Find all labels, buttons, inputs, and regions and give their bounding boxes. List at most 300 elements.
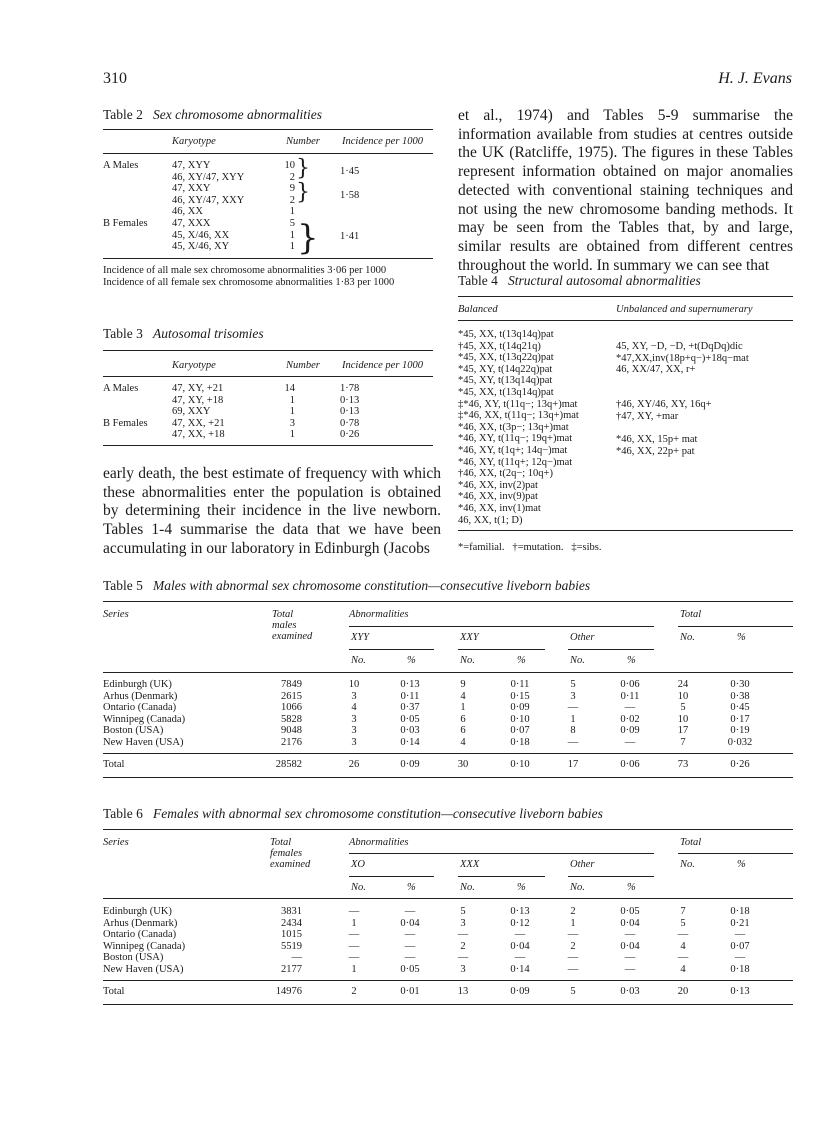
table5-row-cell: 0·02 [620, 713, 640, 725]
table5-row-cell: 9 [460, 679, 466, 690]
table2-karyotype: 47, XXX [172, 217, 211, 229]
table3-incidence: 0·13 [340, 406, 360, 418]
table2-karyotype-column [172, 160, 244, 253]
table5-head-pct: % [407, 655, 416, 666]
table4-balanced-item: *46, XY, t(11q+; 12q−)mat [458, 456, 573, 468]
table6-row-cell: — [567, 964, 579, 975]
table3-number: 1 [289, 429, 295, 441]
table4-balanced-item: *46, XX, inv(1)mat [458, 502, 541, 514]
table6-caption-title: Females with abnormal sex chromosome constitution—consecutive liveborn babies [153, 806, 603, 821]
table4-balanced-item: *45, XX, t(13q14q)pat [458, 329, 554, 340]
table5-row-cell: 10 [348, 679, 360, 690]
table5-row-cell: 0·15 [510, 690, 530, 702]
table5-row-cell: 0·11 [620, 690, 640, 702]
table3-karyotype-column [172, 383, 225, 441]
table6-row-cell: 2 [570, 940, 576, 952]
table2-footnote: Incidence of all female sex chromosome abnormalities 1·83 per 1000 [103, 277, 395, 288]
table6-row-cell: 0·13 [510, 906, 530, 917]
table5-total-cell: 28582 [275, 759, 302, 770]
table6-row-cell: 0·04 [620, 940, 640, 952]
table5-row-series: Edinburgh (UK) [103, 679, 172, 690]
table3-incidence: 0·26 [340, 429, 360, 441]
table6-row-cell: 7 [680, 906, 686, 917]
table3-number: 1 [289, 406, 295, 418]
table5-row-cell: 6 [460, 725, 466, 737]
table6-head-total-examined [270, 837, 310, 870]
table2-number: 5 [289, 217, 295, 229]
table5-row-series: Boston (USA) [103, 725, 164, 737]
table4-balanced-item: *46, XY, t(11q−; 19q+)mat [458, 433, 573, 445]
table5-row-cell: 0·07 [510, 725, 530, 737]
table6-row-cell: — [457, 952, 469, 964]
table6-total-cell: 20 [677, 986, 689, 997]
table6-head-pct: % [407, 882, 416, 893]
table6-head-total-line: females [270, 848, 303, 859]
table6-row-cell: 2434 [281, 917, 302, 929]
table3-head-number: Number [286, 360, 320, 371]
table6-row-cell: 0·04 [510, 940, 530, 952]
table6-total-cell: 5 [570, 986, 576, 997]
table6-head-pct: % [737, 859, 746, 870]
table2-head-number: Number [286, 136, 320, 147]
table4-balanced-item: *46, XX, t(3p−; 13q+)mat [458, 421, 569, 433]
table5-row-cell: 0·11 [510, 679, 530, 690]
table5-total-top-rule [103, 753, 793, 754]
table5-total-series: Total [103, 759, 125, 770]
table4-top-rule [458, 296, 793, 297]
table4-caption-num: Table 4 [458, 273, 498, 288]
table4-unbalanced-item: *46, XX, 15p+ mat [616, 434, 698, 445]
table6-row-cell: — [404, 952, 416, 964]
table5-row-cell: 0·09 [620, 725, 640, 737]
table6-row-cell: — [677, 929, 689, 941]
table6-row-series: New Haven (USA) [103, 964, 184, 975]
table4-balanced-item: *45, XY, t(13q14q)pat [458, 375, 553, 387]
table5-head-total-line: Total [272, 609, 294, 620]
table6-row-series: Winnipeg (Canada) [103, 940, 186, 952]
table6-row-cell: — [734, 952, 746, 964]
table4-balanced-item: *45, XX, t(13q22q)pat [458, 352, 554, 364]
table4-balanced-item: ‡*46, XX, t(11q−; 13q+)mat [458, 410, 579, 422]
table5-top-rule [103, 601, 793, 602]
table4-unbalanced-column-c [616, 434, 697, 457]
table6-row-cell: 3831 [281, 906, 302, 917]
table5-caption-title: Males with abnormal sex chromosome constitution—consecutive liveborn babies [153, 578, 591, 593]
table4-balanced-item: *46, XX, inv(2)pat [458, 479, 538, 491]
table5-row-cell: 3 [351, 713, 357, 725]
table6-row-cell: 3 [460, 917, 466, 929]
table6-total-top-rule [103, 980, 793, 981]
table6-head-group: Other [570, 859, 595, 870]
table2-karyotype: 45, X/46, XX [172, 229, 230, 241]
table2-brace-2: } [296, 180, 310, 205]
table5-total-cell: 0·09 [400, 759, 420, 770]
table6-row-cell: — [404, 906, 416, 917]
table6-head-abnormalities: Abnormalities [349, 837, 409, 848]
table5-bottom-rule [103, 777, 793, 778]
table5-row-cell: 3 [351, 737, 357, 748]
table4-unbalanced-item: *46, XX, 22p+ pat [616, 445, 695, 457]
table4-unbalanced-item: 45, XY, −D, −D, +t(DqDq)dic [616, 341, 743, 352]
table6-caption [103, 806, 603, 822]
table2-caption [103, 107, 322, 123]
table5-total-cell: 17 [567, 759, 579, 770]
table6-head-pct: % [627, 882, 636, 893]
table5-row-cell: 4 [460, 690, 466, 702]
table5-row-cell: 5 [570, 679, 576, 690]
table6-row-cell: 0·14 [510, 964, 530, 975]
table4-footnote: *=familial. †=mutation. ‡=sibs. [458, 542, 602, 553]
table6-row-cell: — [514, 952, 526, 964]
table4-head-balanced: Balanced [458, 304, 498, 315]
table5-head-no: No. [351, 655, 366, 666]
table6-row-cell: 4 [680, 964, 686, 975]
table5-total-cell: 30 [457, 759, 469, 770]
table6-row-cell: 2177 [281, 964, 302, 975]
table2-brace-3: } [297, 218, 319, 258]
table6-row-cell: 1 [351, 917, 357, 929]
table2-number: 1 [289, 241, 295, 253]
table5-head-pct: % [627, 655, 636, 666]
table6-row-cell: — [404, 929, 416, 941]
table3-group-females: B Females [103, 418, 148, 429]
table5-row-cell: 7849 [281, 679, 302, 690]
table4-balanced-item: *45, XY, t(14q22q)pat [458, 363, 553, 375]
table6-row-cell: 0·12 [510, 917, 530, 929]
table3-caption-num: Table 3 [103, 326, 143, 341]
table5-head-total: Total [680, 609, 702, 620]
body-text-left: early death, the best estimate of frequency with which these abnormalities enter the population is obtained by determining their incidence in the live newborn. Tables 1-4 summarise the data that we have been accumulating in our laboratory in Edinburgh (Jacobs [103, 465, 441, 557]
table4-bottom-rule [458, 530, 793, 531]
table6-top-rule [103, 829, 793, 830]
table5-row-cell: 24 [677, 679, 689, 690]
table3-head-karyotype: Karyotype [172, 360, 216, 371]
table6-row-cell: — [624, 929, 636, 941]
table6-row-cell: — [348, 952, 360, 964]
table5-row-cell: 0·06 [620, 679, 640, 690]
table5-caption-num: Table 5 [103, 578, 143, 593]
table6-head-no: No. [460, 882, 475, 893]
table5-row-cell: 0·17 [730, 713, 750, 725]
table6-row-cell: 0·05 [400, 964, 420, 975]
table5-row-cell: 0·18 [510, 737, 530, 748]
table5-row-cell: 0·14 [400, 737, 420, 748]
table5-row-cell: 0·30 [730, 679, 750, 690]
table2-group-males: A Males [103, 160, 139, 171]
table6-row-cell: — [624, 952, 636, 964]
table3-incidence-column [340, 383, 359, 441]
table5-group-rule [349, 649, 434, 650]
table6-head-total-line: examined [270, 859, 311, 870]
table5-total-cell: 0·10 [510, 759, 530, 770]
page-number: 310 [103, 70, 127, 87]
table2-caption-title: Sex chromosome abnormalities [153, 107, 323, 122]
table5-row-cell: 1 [460, 702, 466, 714]
table3-number: 1 [289, 394, 295, 406]
table5-group-rule [458, 649, 545, 650]
table5-row-cell: 8 [570, 725, 576, 737]
table6-row-cell: 0·18 [730, 964, 750, 975]
table2-karyotype: 46, XY/47, XYY [172, 171, 245, 183]
table3-incidence: 0·78 [340, 417, 360, 429]
table6-abn-rule [349, 853, 654, 854]
table4-balanced-column [458, 329, 579, 526]
table2-number: 2 [289, 194, 295, 206]
table5-head-group: XYY [351, 632, 370, 643]
table4-balanced-item: *46, XY, t(1q+; 14q−)mat [458, 444, 568, 456]
table2-head-incidence: Incidence per 1000 [342, 136, 424, 147]
table5-total-rule [678, 626, 793, 627]
table5-head-total-line: examined [272, 631, 313, 642]
table5-row-cell: 0·11 [400, 690, 420, 702]
table5-row-cell: 6 [460, 713, 466, 725]
table6-row-cell: — [404, 940, 416, 952]
table4-balanced-item: 46, XX, t(1; D) [458, 514, 523, 526]
table6-row-cell: — [457, 929, 469, 941]
table5-total-cell: 0·06 [620, 759, 640, 770]
table2-karyotype: 45, X/46, XY [172, 241, 230, 253]
table5-head-pct: % [737, 632, 746, 643]
table6-head-total: Total [680, 837, 702, 848]
table6-head-group: XO [351, 859, 365, 870]
table5-row-cell: 17 [677, 725, 689, 737]
table3-incidence: 0·13 [340, 394, 360, 406]
table6-row-cell: — [567, 929, 579, 941]
table5-row-cell: 7 [680, 737, 686, 748]
table6-total-cell: 0·03 [620, 986, 640, 997]
table2-karyotype: 46, XY/47, XXY [172, 194, 245, 206]
table6-total-rule [678, 853, 793, 854]
table2-number: 2 [289, 171, 295, 183]
table5-row-cell: 3 [351, 690, 357, 702]
table2-group-females: B Females [103, 218, 148, 229]
table5-row-cell: 1066 [281, 702, 302, 714]
table6-head-no: No. [680, 859, 695, 870]
table3-group-males: A Males [103, 383, 139, 394]
table4-balanced-item: *46, XX, inv(9)pat [458, 491, 538, 503]
table6-total-cell: 2 [351, 986, 357, 997]
table6-row-cell: — [291, 952, 302, 964]
table6-head-no: No. [570, 882, 585, 893]
table5-abn-rule [349, 626, 654, 627]
table4-unbalanced-column-b [616, 399, 712, 422]
table6-head-no: No. [351, 882, 366, 893]
table6-row-cell: — [348, 906, 360, 917]
table4-unbalanced-item: †47, XY, +mar [616, 410, 679, 422]
table6-head-group: XXX [460, 859, 480, 870]
table2-karyotype: 46, XX [172, 206, 203, 218]
table6-group-rule [458, 876, 545, 877]
table5-row-cell: 10 [677, 713, 689, 725]
table5-row-series: New Haven (USA) [103, 737, 184, 748]
body-text-right: et al., 1974) and Tables 5-9 summarise the information available from studies at centres outside the UK (Ratcliffe, 1975). The figures in these Tables represent information obtained on major anomalies detected with conventional staining techniques and not using the new chromosome banding methods. It may be seen from the Tables that, by and large, similar results are obtained from different centres throughout the world. In summary we can see that [458, 107, 793, 274]
table6-row-cell: — [567, 952, 579, 964]
table5-head-total-line: males [272, 620, 297, 631]
table4-unbalanced-item: 46, XX/47, XX, r+ [616, 364, 696, 376]
table3-bottom-rule [103, 445, 433, 446]
table5-row-cell: 5 [680, 702, 686, 714]
table6-head-pct: % [517, 882, 526, 893]
table6-row-cell: — [348, 929, 360, 941]
table5-row-cell: — [624, 737, 636, 748]
table3-incidence: 1·78 [340, 383, 360, 394]
table5-row-cell: 0·10 [510, 713, 530, 725]
table4-head-rule [458, 320, 793, 321]
table6-row-series: Ontario (Canada) [103, 929, 177, 941]
table6-total-cell: 0·13 [730, 986, 750, 997]
table5-row-cell: 0·19 [730, 725, 750, 737]
table6-row-cell: 0·05 [620, 906, 640, 917]
table5-row-cell: 4 [351, 702, 357, 714]
table5-row-cell: 0·03 [400, 725, 420, 737]
table4-balanced-item: ‡*46, XY, t(11q−; 13q+)mat [458, 398, 578, 410]
table6-row-cell: 3 [460, 964, 466, 975]
table6-head-series: Series [103, 837, 129, 848]
table2-karyotype: 47, XXY [172, 183, 211, 195]
table6-row-cell: 1 [570, 917, 576, 929]
table5-row-cell: 2176 [281, 737, 302, 748]
table5-head-no: No. [680, 632, 695, 643]
table5-row-cell: 5828 [281, 713, 302, 725]
running-author: H. J. Evans [718, 70, 792, 87]
table3-karyotype: 69, XXY [172, 406, 211, 418]
table4-head-unbalanced: Unbalanced and supernumerary [616, 304, 753, 315]
table5-row-cell: — [567, 702, 579, 714]
table2-number: 1 [289, 206, 295, 218]
table2-footnote: Incidence of all male sex chromosome abnormalities 3·06 per 1000 [103, 265, 387, 276]
table6-row-cell: 5 [680, 917, 686, 929]
table3-head-incidence: Incidence per 1000 [342, 360, 424, 371]
table6-row-cell: 2 [460, 940, 466, 952]
table6-group-rule [349, 876, 434, 877]
table2-incidence: 1·45 [340, 166, 360, 177]
table3-karyotype: 47, XY, +18 [172, 394, 224, 406]
table6-row-cell: 0·21 [730, 917, 750, 929]
table6-head-total-line: Total [270, 837, 292, 848]
table5-head-no: No. [570, 655, 585, 666]
table2-bottom-rule [103, 258, 433, 259]
table5-row-cell: 0·38 [730, 690, 750, 702]
table2-caption-num: Table 2 [103, 107, 143, 122]
table6-caption-num: Table 6 [103, 806, 143, 821]
table6-bottom-rule [103, 1004, 793, 1005]
table4-caption-title: Structural autosomal abnormalities [508, 273, 701, 288]
table6-row-cell: — [677, 952, 689, 964]
table5-row-series: Ontario (Canada) [103, 702, 177, 714]
table2-top-rule [103, 129, 433, 130]
table6-row-cell: 0·07 [730, 940, 750, 952]
table6-total-cell: 0·09 [510, 986, 530, 997]
table5-total-cell: 0·26 [730, 759, 750, 770]
table6-row-cell: — [514, 929, 526, 941]
table2-karyotype: 47, XYY [172, 160, 211, 171]
table6-row-cell: 4 [680, 940, 686, 952]
table6-total-series: Total [103, 986, 125, 997]
table4-caption [458, 273, 701, 289]
table5-row-series: Winnipeg (Canada) [103, 713, 186, 725]
table5-head-no: No. [460, 655, 475, 666]
table2-number: 1 [289, 229, 295, 241]
table5-row-cell: 9048 [281, 725, 302, 737]
table6-head-rule [103, 898, 793, 899]
table5-head-total-examined [272, 609, 312, 642]
table6-row-cell: 2 [570, 906, 576, 917]
table6-row-cell: 1015 [281, 929, 302, 941]
table6-row-series: Arhus (Denmark) [103, 917, 178, 929]
table6-row-cell: — [734, 929, 746, 941]
table5-caption [103, 578, 590, 594]
table5-row-series: Arhus (Denmark) [103, 690, 178, 702]
table6-group-rule [568, 876, 654, 877]
table5-row-cell: 0·13 [400, 679, 420, 690]
table5-row-cell: 0·37 [400, 702, 420, 714]
table5-row-cell: 4 [460, 737, 466, 748]
table5-head-group: XXY [460, 632, 479, 643]
table3-number: 3 [289, 417, 295, 429]
table5-row-cell: 0·05 [400, 713, 420, 725]
table4-balanced-item: †46, XX, t(2q−; 10q+) [458, 468, 553, 480]
table5-row-cell: 0·09 [510, 702, 530, 714]
table2-brace-1: } [296, 156, 310, 181]
table4-balanced-item: *45, XX, t(13q14q)pat [458, 386, 554, 398]
table5-total-cell: 73 [677, 759, 689, 770]
table4-unbalanced-column-a [616, 341, 749, 376]
table5-row-cell: — [567, 737, 579, 748]
table3-caption-title: Autosomal trisomies [153, 326, 264, 341]
table2-number-column [280, 160, 295, 253]
table2-number: 10 [284, 160, 295, 171]
table4-balanced-item: †45, XX, t(14q21q) [458, 340, 541, 352]
table5-head-abnormalities: Abnormalities [349, 609, 409, 620]
table5-head-pct: % [517, 655, 526, 666]
table5-head-group: Other [570, 632, 595, 643]
table3-head-rule [103, 376, 433, 377]
table5-row-cell: 1 [570, 713, 576, 725]
table6-row-cell: 0·04 [620, 917, 640, 929]
table2-incidence: 1·41 [340, 231, 360, 242]
table4-unbalanced-item: †46, XY/46, XY, 16q+ [616, 399, 712, 410]
table6-row-cell: — [624, 964, 636, 975]
table3-karyotype: 47, XX, +21 [172, 417, 225, 429]
table6-row-cell: 5 [460, 906, 466, 917]
table5-total-cell: 26 [348, 759, 360, 770]
table6-row-cell: — [348, 940, 360, 952]
table3-caption [103, 326, 264, 342]
table5-head-rule [103, 672, 793, 673]
table6-total-cell: 0·01 [400, 986, 420, 997]
table6-total-cell: 14976 [275, 986, 302, 997]
table5-row-cell: 0·032 [727, 737, 753, 748]
table5-head-series: Series [103, 609, 129, 620]
table2-head-karyotype: Karyotype [172, 136, 216, 147]
table3-top-rule [103, 350, 433, 351]
table6-row-cell: 0·18 [730, 906, 750, 917]
table6-row-series: Edinburgh (UK) [103, 906, 172, 917]
table5-row-cell: 3 [570, 690, 576, 702]
table5-row-cell: 3 [351, 725, 357, 737]
table3-number-column [280, 383, 295, 441]
table5-row-cell: 2615 [281, 690, 302, 702]
table2-incidence: 1·58 [340, 190, 360, 201]
table6-row-cell: 1 [351, 964, 357, 975]
table6-total-cell: 13 [457, 986, 469, 997]
table6-row-series: Boston (USA) [103, 952, 164, 964]
table6-row-cell: 5519 [281, 940, 302, 952]
table5-row-cell: 10 [677, 690, 689, 702]
table2-head-rule [103, 153, 433, 154]
table5-row-cell: — [624, 702, 636, 714]
table2-number: 9 [289, 183, 295, 195]
